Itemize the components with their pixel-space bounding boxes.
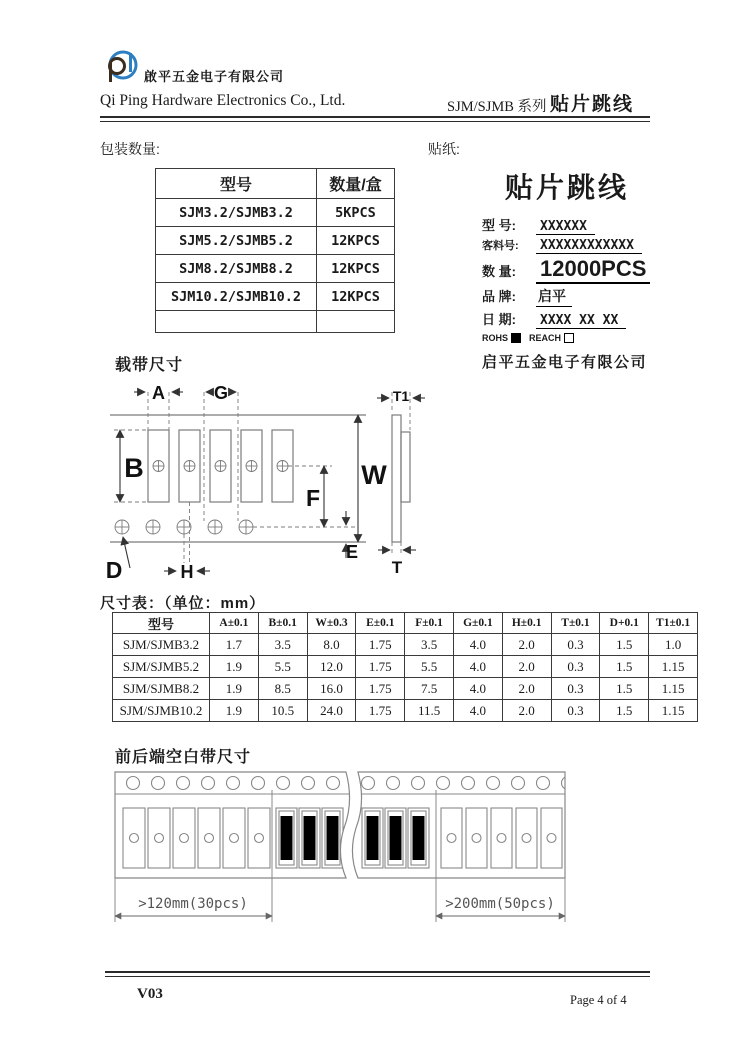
table-cell: 12KPCS: [317, 283, 395, 311]
table-cell: 1.9: [210, 656, 259, 678]
sticker-section-label: 贴纸:: [428, 141, 460, 157]
tape-side-view: [392, 415, 410, 542]
dim-label-T1: T1: [392, 388, 410, 404]
field-label: 型 号:: [482, 218, 516, 233]
table-cell: 2.0: [502, 678, 551, 700]
blank-tape-section-title: 前后端空白带尺寸: [115, 749, 252, 766]
reach-label: REACH: [529, 333, 562, 343]
table-cell: 12KPCS: [317, 227, 395, 255]
table-cell: 5.5: [405, 656, 454, 678]
product-name: 贴片跳线: [550, 94, 635, 115]
field-label: 品 牌:: [482, 289, 516, 304]
field-value: XXXX XX XX: [536, 313, 626, 329]
table-cell: 1.5: [600, 656, 649, 678]
table-cell: SJM8.2/SJMB8.2: [156, 255, 317, 283]
table-cell: SJM5.2/SJMB5.2: [156, 227, 317, 255]
sticker-field-brand: [482, 286, 652, 307]
carrier-section-title: 载带尺寸: [115, 357, 184, 374]
field-label: 数 量:: [482, 264, 516, 279]
table-cell: 0.3: [551, 700, 600, 722]
table-row: [113, 678, 698, 700]
tape-left-segment: [102, 772, 351, 878]
table-row: [113, 634, 698, 656]
table-cell: 12KPCS: [317, 255, 395, 283]
dimension-table: [112, 612, 698, 722]
table-cell: 1.75: [356, 634, 405, 656]
column-header: W±0.3: [307, 613, 356, 634]
footer-rule: [105, 971, 650, 977]
dim-label-D: D: [105, 557, 123, 583]
table-header-row: [156, 169, 395, 199]
table-row: [113, 700, 698, 722]
field-value: 12000PCS: [536, 256, 650, 284]
column-header: H±0.1: [502, 613, 551, 634]
table-cell: 24.0: [307, 700, 356, 722]
table-row: [156, 227, 395, 255]
column-header: E±0.1: [356, 613, 405, 634]
table-cell: 11.5: [405, 700, 454, 722]
table-cell: 2.0: [502, 634, 551, 656]
dim-label-G: G: [213, 383, 229, 403]
sticker-field-customer-no: [482, 237, 652, 254]
table-cell: 1.15: [649, 656, 698, 678]
table-cell: 0.3: [551, 656, 600, 678]
packaging-section-label: 包装数量:: [100, 141, 160, 157]
company-name-cn: 啟平五金电子有限公司: [144, 69, 285, 84]
column-header: B±0.1: [258, 613, 307, 634]
sticker-field-date: [482, 309, 652, 329]
dim-table-title: 尺寸表：（单位：mm）: [100, 595, 266, 612]
table-cell: 4.0: [453, 678, 502, 700]
packaging-table: [155, 168, 395, 333]
table-cell: 2.0: [502, 700, 551, 722]
table-cell: 1.7: [210, 634, 259, 656]
table-cell: SJM/SJMB8.2: [113, 678, 210, 700]
reach-checkbox-icon: [564, 333, 574, 343]
compliance-row: [482, 333, 652, 343]
company-logo-icon: [102, 48, 142, 86]
field-value: XXXXXX: [536, 219, 595, 235]
company-name-en: Qi Ping Hardware Electronics Co., Ltd.: [100, 92, 346, 109]
table-cell: 8.5: [258, 678, 307, 700]
table-cell: 1.5: [600, 678, 649, 700]
sticker-company: 启平五金电子有限公司: [482, 354, 648, 371]
trailer-length-label: >200mm(50pcs): [445, 896, 555, 912]
sprocket-holes: [115, 520, 253, 534]
table-cell: 1.75: [356, 700, 405, 722]
loaded-components-left: [281, 816, 339, 860]
table-cell: 1.75: [356, 656, 405, 678]
series-name: SJM/SJMB 系列: [447, 99, 547, 115]
table-cell: 0.3: [551, 678, 600, 700]
version-label: V03: [137, 986, 163, 1002]
page-number: Page 4 of 4: [570, 993, 627, 1007]
sticker-field-model: [482, 215, 652, 235]
table-row: [156, 283, 395, 311]
table-cell: 12.0: [307, 656, 356, 678]
table-cell: SJM/SJMB3.2: [113, 634, 210, 656]
column-header: T±0.1: [551, 613, 600, 634]
column-header: 型号: [156, 169, 317, 199]
table-cell: 5.5: [258, 656, 307, 678]
field-value: 启平: [536, 286, 572, 307]
dim-label-A: A: [152, 383, 165, 403]
column-header: D+0.1: [600, 613, 649, 634]
field-label: 日 期:: [482, 312, 516, 327]
dim-label-E: E: [345, 542, 359, 562]
dim-label-B: B: [124, 453, 144, 483]
dim-label-T: T: [391, 558, 403, 577]
table-cell: 4.0: [453, 656, 502, 678]
table-cell: 1.0: [649, 634, 698, 656]
table-row: [156, 199, 395, 227]
tape-right-segment: [352, 772, 574, 878]
table-cell: [317, 311, 395, 333]
blank-tape-diagram: [100, 770, 580, 932]
table-cell: 10.5: [258, 700, 307, 722]
sticker-field-quantity: [482, 256, 652, 284]
table-cell: 1.15: [649, 700, 698, 722]
table-row: [156, 255, 395, 283]
table-cell: SJM/SJMB10.2: [113, 700, 210, 722]
carrier-tape-diagram: [100, 378, 430, 593]
table-row: [113, 656, 698, 678]
table-cell: 2.0: [502, 656, 551, 678]
dim-label-W: W: [361, 460, 387, 490]
header-rule: [100, 116, 650, 122]
table-cell: SJM/SJMB5.2: [113, 656, 210, 678]
column-header: 型号: [113, 613, 210, 634]
dim-label-H: H: [180, 562, 194, 582]
table-cell: 3.5: [258, 634, 307, 656]
table-cell: 1.9: [210, 700, 259, 722]
sticker-title: 贴片跳线: [504, 171, 629, 204]
sticker-preview: [482, 166, 652, 372]
table-cell: 4.0: [453, 700, 502, 722]
table-cell: 16.0: [307, 678, 356, 700]
leader-length-label: >120mm(30pcs): [138, 896, 248, 912]
column-header: F±0.1: [405, 613, 454, 634]
table-row: [156, 311, 395, 333]
pocket-center-marks: [153, 461, 288, 472]
column-header: G±0.1: [453, 613, 502, 634]
dim-label-F: F: [305, 485, 321, 511]
field-value: XXXXXXXXXXXX: [536, 238, 642, 254]
table-cell: 1.75: [356, 678, 405, 700]
table-cell: SJM3.2/SJMB3.2: [156, 199, 317, 227]
rohs-label: ROHS: [482, 333, 509, 343]
table-header-row: [113, 613, 698, 634]
table-cell: 4.0: [453, 634, 502, 656]
rohs-checkbox-icon: [511, 333, 521, 343]
table-cell: 8.0: [307, 634, 356, 656]
table-cell: 1.5: [600, 700, 649, 722]
column-header: A±0.1: [210, 613, 259, 634]
table-cell: [156, 311, 317, 333]
sticker-fields: [482, 215, 652, 329]
table-cell: 1.15: [649, 678, 698, 700]
table-cell: SJM10.2/SJMB10.2: [156, 283, 317, 311]
table-cell: 5KPCS: [317, 199, 395, 227]
table-cell: 3.5: [405, 634, 454, 656]
table-cell: 7.5: [405, 678, 454, 700]
table-cell: 1.9: [210, 678, 259, 700]
loaded-components-right: [367, 816, 425, 860]
column-header: T1±0.1: [649, 613, 698, 634]
table-cell: 1.5: [600, 634, 649, 656]
column-header: 数量/盒: [317, 169, 395, 199]
field-label: 客料号:: [482, 240, 519, 252]
table-cell: 0.3: [551, 634, 600, 656]
